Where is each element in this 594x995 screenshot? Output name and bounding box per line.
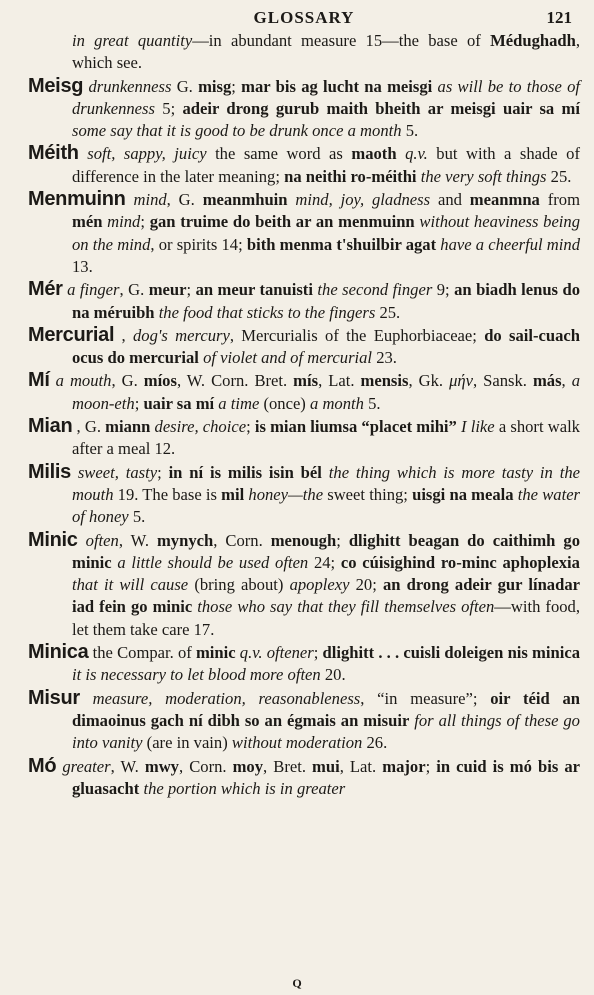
irish-text: is mian liumsa “placet mihi” (254, 417, 457, 437)
translation-text: a month (310, 393, 364, 413)
gloss-text: , W. (110, 756, 145, 776)
irish-text: in cuid is mó bis ar gluasacht (72, 756, 580, 798)
gloss-text: , Mercurialis of the Euphorbiaceae; (229, 325, 485, 345)
headword: Minica (28, 641, 89, 664)
gloss-text: , G. (111, 371, 144, 391)
translation-text: honey—the (248, 484, 324, 504)
gloss-text: , which see. (72, 31, 580, 73)
irish-text: menough (270, 530, 337, 550)
irish-text: na neithi ro-méithi (284, 166, 417, 186)
translation-text: that it will cause (72, 575, 189, 595)
translation-text: the second finger (317, 280, 433, 300)
gloss-text: and (430, 190, 470, 210)
headword: Mér (28, 278, 63, 301)
translation-text: desire, choice (154, 417, 247, 437)
translation-text: apoplexy (289, 575, 350, 595)
translation-text: soft, sappy, juicy (87, 144, 207, 164)
gloss-text: ; (336, 530, 349, 550)
headword: Meisg (28, 74, 84, 97)
translation-text: for all things of these go into vanity (72, 710, 580, 753)
translation-text: a finger (67, 280, 120, 300)
translation-text: the portion which is in greater (143, 778, 346, 798)
irish-text: mensis (360, 371, 409, 391)
gloss-text: (are in vain) (142, 733, 232, 753)
irish-text: oir téid an dimaoinus gach ní dibh so an égmais an misuir (72, 688, 581, 730)
irish-text: meur (148, 280, 187, 300)
gloss-text: , Corn. (178, 756, 233, 776)
irish-text: mil (221, 484, 245, 504)
irish-text: meanmna (469, 190, 540, 210)
irish-text: meanmhuin (202, 190, 288, 210)
gloss-text: the Compar. of (92, 643, 196, 663)
glossary-entry (28, 278, 580, 324)
gloss-text: , Lat. (318, 371, 361, 391)
translation-text: the thing which is more tasty in the mouth (72, 462, 580, 504)
gloss-text: , “in measure”; (360, 688, 491, 708)
translation-text: I like (461, 417, 495, 437)
translation-text: measure, moderation, reasonableness (92, 688, 361, 708)
gloss-text: sweet thing; (323, 484, 413, 504)
glossary-entry (28, 529, 580, 641)
glossary-entry (28, 641, 580, 687)
translation-text: the water of honey (72, 484, 581, 527)
irish-text: an biadh lenus do na méruibh (72, 280, 580, 322)
gloss-text: , Bret. (263, 756, 313, 776)
gloss-text: 25. (375, 302, 401, 322)
translation-text: without heaviness being on the mind (72, 212, 581, 254)
irish-text: míos (143, 371, 177, 391)
translation-text: in great quantity (72, 31, 193, 50)
gloss-text: 5. (128, 507, 146, 527)
irish-text: más (532, 371, 562, 391)
gloss-text: ; (313, 643, 323, 663)
gloss-text: 20. (320, 665, 346, 685)
translation-text: greater (62, 756, 111, 776)
translation-text: mind (107, 212, 141, 232)
translation-text: mind (133, 190, 167, 210)
gloss-text: ; (157, 462, 169, 482)
glossary-entry (28, 687, 580, 755)
glossary-entries (28, 30, 580, 800)
translation-text: μήν (449, 371, 473, 391)
gloss-text: , Sansk. (473, 371, 533, 391)
gloss-text: —in abundant measure 15—the base of (192, 31, 491, 50)
gloss-text: , Gk. (408, 371, 450, 391)
translation-text: the food that sticks to the fingers (158, 302, 376, 322)
glossary-entry (28, 324, 580, 370)
irish-text: mén (72, 212, 103, 232)
gloss-text: 5. (401, 121, 419, 141)
headword: Menmuinn (28, 188, 126, 211)
translation-text: a time (218, 393, 260, 413)
irish-text: mwy (144, 756, 179, 776)
headword: Mó (28, 754, 57, 777)
irish-text: bith menma t'shuilbir agat (246, 234, 437, 254)
irish-text: dlighitt beagan do caithimh go minic (72, 530, 581, 572)
irish-text: minic (195, 643, 236, 663)
gloss-text: 5. (363, 393, 381, 413)
gloss-text: 20; (349, 575, 383, 595)
glossary-entry (28, 755, 580, 801)
gloss-text: —with food, let them take care 17. (72, 597, 580, 639)
headword: Mian (28, 415, 73, 438)
headword: Méith (28, 142, 79, 165)
translation-text: often (85, 530, 119, 550)
translation-text: drunkenness (88, 76, 172, 96)
headword: Mercurial (28, 323, 115, 346)
irish-text: mynych (156, 530, 214, 550)
page-number: 121 (546, 8, 572, 27)
gloss-text: 25. (546, 166, 572, 186)
gloss-text: , G. (76, 417, 106, 437)
irish-text: major (382, 756, 426, 776)
translation-text: q.v. oftener (239, 643, 314, 663)
irish-text: maoth (351, 144, 397, 164)
gloss-text: , Corn. (213, 530, 271, 550)
glossary-entry (28, 369, 580, 415)
irish-text: an drong adeir gur línadar iad fein go minic (72, 575, 580, 617)
gloss-text: ; (246, 417, 255, 437)
irish-text: an meur tanuisti (195, 280, 313, 300)
glossary-entry (28, 188, 580, 278)
headword: Minic (28, 528, 78, 551)
translation-text: it is necessary to let blood more often (72, 665, 321, 685)
gloss-text: , W. Corn. Bret. (176, 371, 294, 391)
gloss-text: 13. (72, 256, 93, 276)
translation-text: a moon-eth (72, 371, 581, 413)
irish-text: uisgi na meala (412, 484, 514, 504)
gloss-text: ; (186, 280, 196, 300)
irish-text: miann (105, 417, 151, 437)
irish-text: do sail-cuach ocus do mercurial (72, 325, 580, 368)
gloss-text: ; (134, 393, 144, 413)
gloss-text: , W. (118, 530, 157, 550)
irish-text: mar bis ag lucht na meisgi (241, 76, 433, 96)
translation-text: a mouth (55, 371, 112, 391)
gloss-text: ; (425, 756, 437, 776)
gloss-text: ; (140, 212, 150, 232)
irish-text: uair sa mí (143, 393, 215, 413)
glossary-entry (28, 30, 580, 75)
translation-text: without moderation (231, 733, 363, 753)
translation-text: of violet and of mercurial (203, 348, 373, 368)
translation-text: those who say that they fill themselves often (197, 597, 495, 617)
glossary-entry (28, 461, 580, 529)
gloss-text: (bring about) (188, 575, 290, 595)
gloss-text: , or spirits 14; (150, 234, 247, 254)
headword: Misur (28, 686, 80, 709)
gloss-text: 24; (308, 552, 341, 572)
irish-text: Médughadh (490, 31, 576, 50)
gloss-text: a short walk after a meal 12. (72, 417, 580, 459)
translation-text: dog's mercury (132, 325, 230, 345)
gloss-text: 23. (372, 348, 397, 368)
gloss-text: , Lat. (339, 756, 383, 776)
irish-text: mui (312, 756, 340, 776)
translation-text: q.v. (405, 144, 428, 164)
gloss-text: 9; (432, 280, 455, 300)
gloss-text: 19. The base is (113, 484, 222, 504)
gloss-text: but with a shade of difference in the later meaning; (72, 144, 580, 186)
irish-text: co cúisighind ro-minc aphoplexia (340, 552, 580, 572)
irish-text: in ní is milis isin bél (168, 462, 322, 482)
irish-text: moy (232, 756, 264, 776)
translation-text: as will be to those of drunkenness (72, 76, 581, 118)
gloss-text: , G. (119, 280, 149, 300)
signature-mark: Q (292, 976, 302, 990)
gloss-text: , G. (166, 190, 203, 210)
headword: Mí (28, 369, 50, 392)
gloss-text: 5; (154, 98, 183, 118)
translation-text: sweet, tasty (77, 462, 158, 482)
gloss-text: ; (231, 76, 242, 96)
translation-text: mind, joy, gladness (295, 190, 431, 210)
gloss-text: , (121, 325, 133, 345)
page-header (28, 6, 580, 30)
gloss-text: , (561, 371, 572, 391)
translation-text: a little should be used often (117, 552, 309, 572)
glossary-entry (28, 415, 580, 461)
gloss-text: 26. (362, 733, 388, 753)
headword: Milis (28, 460, 71, 483)
translation-text: the very soft things (420, 166, 547, 186)
gloss-text: from (539, 190, 580, 210)
gloss-text: G. (171, 76, 199, 96)
glossary-entry (28, 142, 580, 188)
irish-text: mís (293, 371, 319, 391)
irish-text: gan truime do beith ar an menmuinn (149, 212, 415, 232)
glossary-entry (28, 75, 580, 143)
running-head: GLOSSARY (253, 8, 355, 27)
translation-text: have a cheerful mind (440, 234, 580, 254)
irish-text: misg (198, 76, 232, 96)
gloss-text (322, 463, 329, 482)
gloss-text: (once) (259, 393, 310, 413)
gloss-text (397, 144, 406, 163)
translation-text: some say that it is good to be drunk once a month (72, 121, 402, 141)
irish-text: dlighitt . . . cuisli doleigen nis minica (322, 643, 580, 663)
gloss-text: the same word as (206, 144, 352, 164)
irish-text: adeir drong gurub maith bheith ar meisgi uair sa mí (182, 98, 580, 118)
